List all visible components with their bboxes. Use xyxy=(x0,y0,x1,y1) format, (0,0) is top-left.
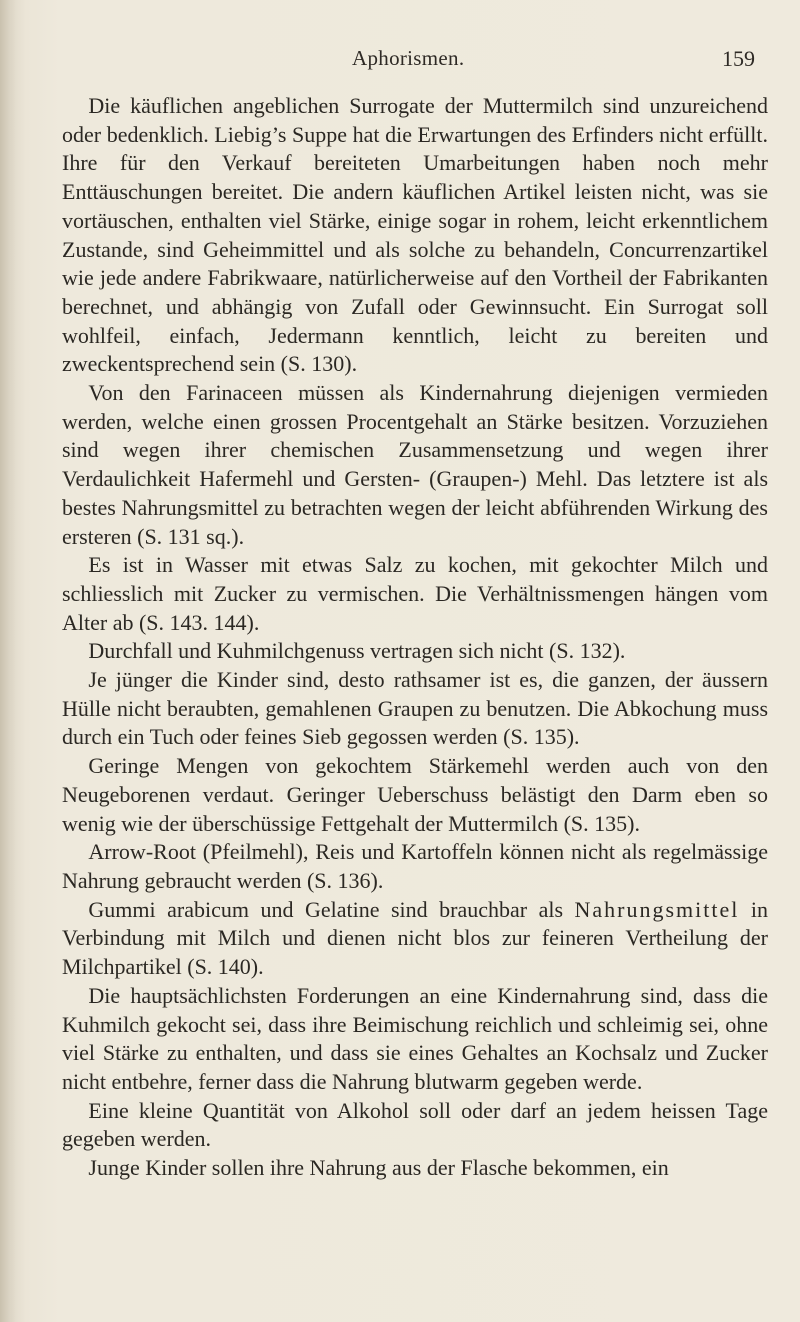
paragraph-forderungen: Die hauptsächlichsten Forderungen an eine Kindernahrung sind, dass die Kuhmilch gekocht sei, dass ihre Beimischung reichlich und schleimig sei, ohne viel Stärke zu enthalten, und dass sie eines Gehaltes an Kochsalz und Zucker nicht entbehre, ferner dass die Nahrung blutwarm gegeben werde. xyxy=(62,982,768,1094)
paragraph-graupen: Je jünger die Kinder sind, desto rathsamer ist es, die ganzen, der äussern Hülle nicht beraubten, gemahlenen Graupen zu benutzen. Die Abkochung muss durch ein Tuch oder feines Sieb gegossen werden (S. 135). xyxy=(62,667,768,750)
page-number: 159 xyxy=(722,46,755,71)
paragraph-staerkemehl: Geringe Mengen von gekochtem Stärkemehl werden auch von den Neugeborenen verdaut. Geringer Ueberschuss belästigt den Darm eben so wenig wie der überschüssige Fettgehalt der Muttermilch (S. 135). xyxy=(62,753,768,836)
page-header xyxy=(0,46,800,76)
paragraph-flasche: Junge Kinder sollen ihre Nahrung aus der Flasche bekommen, ein xyxy=(88,1155,669,1181)
paragraph-surrogate: Die käuflichen angeblichen Surrogate der Muttermilch sind unzureichend oder bedenklich. Liebig’s Suppe hat die Erwartungen des Erfinders nicht erfüllt. Ihre für den Verkauf bereiteten Umarbeitungen haben noch mehr Enttäuschungen bereitet. Die andern käuflichen Artikel leisten nicht, was sie vortäuschen, enthalten viel Stärke, einige sogar in rohem, leicht erkenntlichem Zustande, sind Geheimmittel und als solche zu behandeln, Concurrenzartikel wie jede andere Fabrikwaare, natürlicherweise auf den Vortheil der Fabrikanten berechnet, und abhängig von Zufall oder Gewinnsucht. Ein Surrogat soll wohlfeil, einfach, Jedermann kenntlich, leicht zu bereiten und zweckentsprechend sein (S. 130). xyxy=(62,93,768,377)
gummi-text-after: in Verbindung mit Milch und dienen nicht blos zur feineren Vertheilung der Milchpartikel (S. 140). xyxy=(62,896,768,980)
binding-shadow xyxy=(0,0,16,1322)
paragraph-gummi xyxy=(62,896,768,982)
gummi-spaced-term: Nahrungsmittel xyxy=(574,896,740,922)
paragraph-kochen: Es ist in Wasser mit etwas Salz zu kochen, mit gekochter Milch und schliesslich mit Zucker zu vermischen. Die Verhältnissmengen hängen vom Alter ab (S. 143. 144). xyxy=(62,552,768,635)
paragraph-alkohol: Eine kleine Quantität von Alkohol soll oder darf an jedem heissen Tage gegeben werden. xyxy=(62,1097,768,1152)
body-text xyxy=(62,92,768,1183)
running-head: Aphorismen. xyxy=(352,46,465,70)
paragraph-arrow-root: Arrow-Root (Pfeilmehl), Reis und Kartoffeln können nicht als regelmässige Nahrung gebraucht werden (S. 136). xyxy=(62,839,768,893)
paragraph-farinaceen: Von den Farinaceen müssen als Kindernahrung diejenigen vermieden werden, welche einen grossen Procentgehalt an Stärke besitzen. Vorzuziehen sind wegen ihrer chemischen Zusammensetzung und wegen ihrer Verdaulichkeit Hafermehl und Gersten- (Graupen-) Mehl. Das letztere ist als bestes Nahrungsmittel zu betrachten wegen der leicht abführenden Wirkung des ersteren (S. 131 sq.). xyxy=(62,380,768,549)
paragraph-durchfall: Durchfall und Kuhmilchgenuss vertragen sich nicht (S. 132). xyxy=(88,638,626,664)
gummi-text-before: Gummi arabicum und Gelatine sind brauchbar als xyxy=(88,896,575,922)
